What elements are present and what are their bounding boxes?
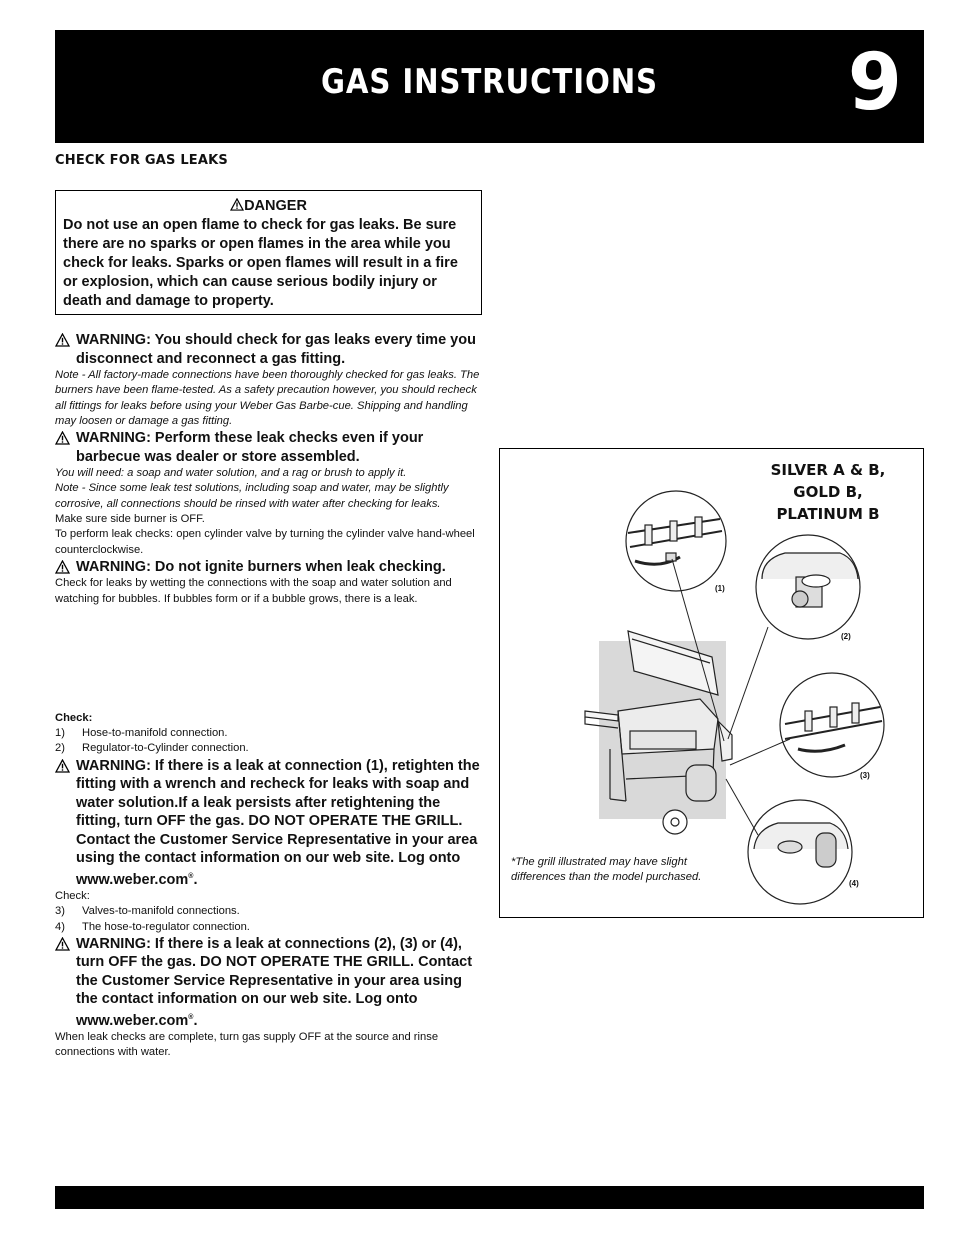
section-title: CHECK FOR GAS LEAKS	[55, 153, 228, 168]
warning-triangle-icon	[55, 937, 70, 951]
figure-caption: *The grill illustrated may have slight differences than the model purchased.	[511, 856, 702, 884]
warning-triangle-icon	[55, 560, 70, 574]
warning-text: WARNING: You should check for gas leaks every time you disconnect and reconnect a gas fitting.	[76, 332, 476, 367]
check-heading: Check:	[55, 712, 93, 724]
list-item: 2) Regulator-to-Cylinder connection.	[55, 742, 249, 755]
footer-bar	[55, 1186, 924, 1209]
danger-body: Do not use an open flame to check for gas leaks. Be sure there are no sparks or open flames in the area while you check for leaks. Sparks or open flames will result in a fire or explosion, which can cause serious bodily injury or death and damage to property.	[63, 217, 458, 309]
note-side-burner: Make sure side burner is OFF.	[55, 513, 205, 526]
callout-2: (2)	[841, 632, 851, 641]
model-label: SILVER A & B, GOLD B, PLATINUM B	[770, 461, 886, 523]
danger-heading-text: DANGER	[244, 198, 307, 214]
list-item: 3) Valves-to-manifold connections.	[55, 905, 240, 918]
warning-triangle-icon	[55, 759, 70, 773]
header-bar	[55, 30, 924, 143]
warning-reconnect	[55, 331, 485, 368]
warning-text: WARNING: If there is a leak at connection (1), retighten the fitting with a wrench and recheck for leaks with soap and water solution.If a leak persists after retightening the fitting, turn OFF the gas. DO NOT OPERATE THE GRILL. Contact the Customer Service Representative in your area using the contact information on our web site. Log onto www.weber.com	[76, 757, 480, 888]
check-heading: Check:	[55, 889, 90, 902]
warning-leak-connection-1: WARNING: If there is a leak at connection (1), retighten the fitting with a wrench and recheck for leaks with soap and water solution.If a leak persists after retightening the fitting, turn OFF the gas. DO NOT OPERATE THE GRILL. Contact the Customer Service Representative in your area using the contact information on our web site. Log onto www.weber.com®.	[55, 757, 485, 889]
callout-4: (4)	[849, 879, 859, 888]
note-check-bubbles: Check for leaks by wetting the connections with the soap and water solution and watching for bubbles. If bubbles form or if a bubble grows, there is a leak.	[55, 577, 452, 605]
instructions-lower	[55, 711, 485, 1061]
warning-text: WARNING: Do not ignite burners when leak checking.	[76, 558, 446, 575]
warning-leak-connections-2-3-4: WARNING: If there is a leak at connections (2), (3) or (4), turn OFF the gas. DO NOT OPERATE THE GRILL. Contact the Customer Service Representative in your area using the contact information on our web site. Log onto www.weber.com®.	[55, 935, 485, 1030]
warning-triangle-icon	[230, 198, 244, 211]
note-final: When leak checks are complete, turn gas supply OFF at the source and rinse connections with water.	[55, 1031, 439, 1059]
callout-3: (3)	[860, 771, 870, 780]
note-factory-connections: Note - All factory-made connections have been thoroughly checked for gas leaks. The burners have been flame-tested. As a safety precaution however, you should recheck all fittings for leaks before using your Weber Gas Barbe-cue. Shipping and handling may loosen or damage a gas fitting.	[55, 369, 480, 427]
note-you-will-need: You will need: a soap and water solution, and a rag or brush to apply it.	[55, 467, 407, 480]
danger-box	[55, 190, 482, 315]
page-number: 9	[847, 38, 902, 128]
page-title: GAS INSTRUCTIONS	[321, 62, 658, 102]
danger-heading	[63, 197, 474, 215]
warning-text: WARNING: If there is a leak at connections (2), (3) or (4), turn OFF the gas. DO NOT OPERATE THE GRILL. Contact the Customer Service Representative in your area using the contact information on our web site. Log onto www.weber.com	[76, 935, 473, 1029]
list-item: 4) The hose-to-regulator connection.	[55, 920, 250, 933]
warning-triangle-icon	[55, 333, 70, 347]
list-item: 1) Hose-to-manifold connection.	[55, 727, 228, 739]
warning-do-not-ignite	[55, 558, 485, 577]
warning-dealer-assembled	[55, 429, 485, 466]
warning-triangle-icon	[55, 431, 70, 445]
instructions-upper	[55, 331, 485, 607]
note-perform-checks: To perform leak checks: open cylinder valve by turning the cylinder valve hand-wheel counterclockwise.	[55, 528, 475, 556]
grill-figure	[499, 448, 924, 918]
warning-text: WARNING: Perform these leak checks even if your barbecue was dealer or store assembled.	[76, 430, 424, 465]
note-corrosive: Note - Since some leak test solutions, including soap and water, may be slightly corrosive, all connections should be rinsed with water after checking for leaks.	[55, 482, 449, 510]
callout-1: (1)	[715, 584, 725, 593]
